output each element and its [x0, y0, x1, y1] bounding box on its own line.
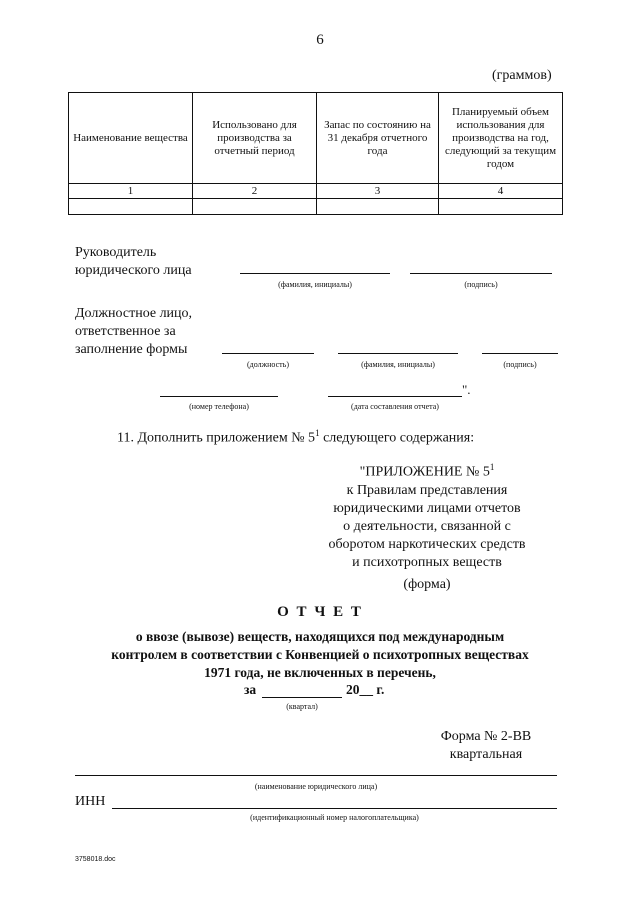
- official-label-line: ответственное за: [75, 324, 176, 339]
- appendix-form-label: (форма): [403, 576, 451, 592]
- head-signature-field[interactable]: [410, 273, 552, 274]
- head-name-field[interactable]: [240, 273, 390, 274]
- quarter-field[interactable]: [262, 697, 342, 698]
- footer-doc-id: 3758018.doc: [75, 856, 116, 863]
- table-cell[interactable]: [69, 199, 193, 215]
- appendix-title-sup: 1: [489, 462, 495, 472]
- table-cell[interactable]: [439, 199, 563, 215]
- caption-signature: (подпись): [464, 280, 498, 289]
- appendix-line: о деятельности, связанной с: [343, 518, 511, 534]
- table-header-cell: Запас по состоянию на 31 декабря отчетного года: [317, 93, 439, 184]
- head-label-line: юридического лица: [75, 263, 192, 278]
- official-signature-field[interactable]: [482, 353, 558, 354]
- table-number-cell: 2: [193, 184, 317, 199]
- caption-inn: (идентификационный номер налогоплательщика): [250, 813, 419, 822]
- table-cell[interactable]: [317, 199, 439, 215]
- official-label: [75, 305, 192, 359]
- caption-name: (фамилия, инициалы): [278, 280, 352, 289]
- table-header-cell: Использовано для производства за отчетный период: [193, 93, 317, 184]
- appendix-title-text: "ПРИЛОЖЕНИЕ № 5: [359, 464, 490, 480]
- table-number-cell: 4: [439, 184, 563, 199]
- date-field[interactable]: [328, 396, 462, 397]
- report-subtitle: [40, 628, 600, 682]
- caption-quarter: (квартал): [286, 702, 318, 711]
- caption-date: (дата составления отчета): [351, 402, 439, 411]
- table-number-cell: 1: [69, 184, 193, 199]
- caption-name: (фамилия, инициалы): [361, 360, 435, 369]
- closing-quote: ".: [462, 382, 471, 397]
- official-label-line: заполнение формы: [75, 342, 188, 357]
- report-za: за: [244, 682, 257, 697]
- item-11-text-after: следующего содержания:: [319, 430, 475, 446]
- head-label-line: Руководитель: [75, 245, 157, 260]
- units-label: (граммов): [492, 68, 552, 83]
- official-position-field[interactable]: [222, 353, 314, 354]
- table-cell[interactable]: [193, 199, 317, 215]
- form-label-line: квартальная: [449, 747, 523, 762]
- inn-field[interactable]: [112, 808, 557, 809]
- item-11: [117, 428, 474, 447]
- report-subtitle-line: контролем в соответствии с Конвенцией о психотропных веществах: [111, 647, 529, 662]
- head-label: [75, 244, 192, 280]
- inn-label: ИНН: [75, 794, 106, 809]
- official-name-field[interactable]: [338, 353, 458, 354]
- table-row: [69, 199, 563, 215]
- caption-phone: (номер телефона): [189, 402, 249, 411]
- official-label-line: Должностное лицо,: [75, 306, 193, 321]
- caption-signature: (подпись): [503, 360, 537, 369]
- form-label-line: Форма № 2-ВВ: [440, 729, 532, 744]
- appendix-line: к Правилам представления: [346, 482, 508, 498]
- caption-entity-name: (наименование юридического лица): [254, 782, 378, 791]
- table-number-row: [69, 184, 563, 199]
- table-header-cell: Наименование вещества: [69, 93, 193, 184]
- table-number-cell: 3: [317, 184, 439, 199]
- page-number: 6: [316, 32, 324, 48]
- appendix-line: и психотропных веществ: [352, 554, 502, 570]
- appendix-title: [316, 458, 538, 482]
- form-label: [426, 728, 546, 764]
- caption-position: (должность): [247, 360, 289, 369]
- report-subtitle-line: 1971 года, не включенных в перечень,: [204, 665, 436, 680]
- report-heading: О Т Ч Е Т: [277, 604, 363, 620]
- appendix-line: юридическими лицами отчетов: [333, 500, 521, 516]
- substances-table: [68, 92, 563, 215]
- appendix-block: [316, 458, 538, 594]
- table-header-row: [69, 93, 563, 184]
- appendix-line: оборотом наркотических средств: [328, 536, 526, 552]
- item-11-text: 11. Дополнить приложением № 5: [117, 430, 316, 446]
- entity-name-field[interactable]: [75, 775, 557, 776]
- report-subtitle-line: о ввозе (вывозе) веществ, находящихся под международным: [135, 629, 505, 644]
- phone-field[interactable]: [160, 396, 278, 397]
- report-year: 20__ г.: [346, 682, 385, 697]
- item-11-sup: 1: [315, 428, 320, 438]
- table-header-cell: Планируемый объем использования для производства на год, следующий за текущим годом: [439, 93, 563, 184]
